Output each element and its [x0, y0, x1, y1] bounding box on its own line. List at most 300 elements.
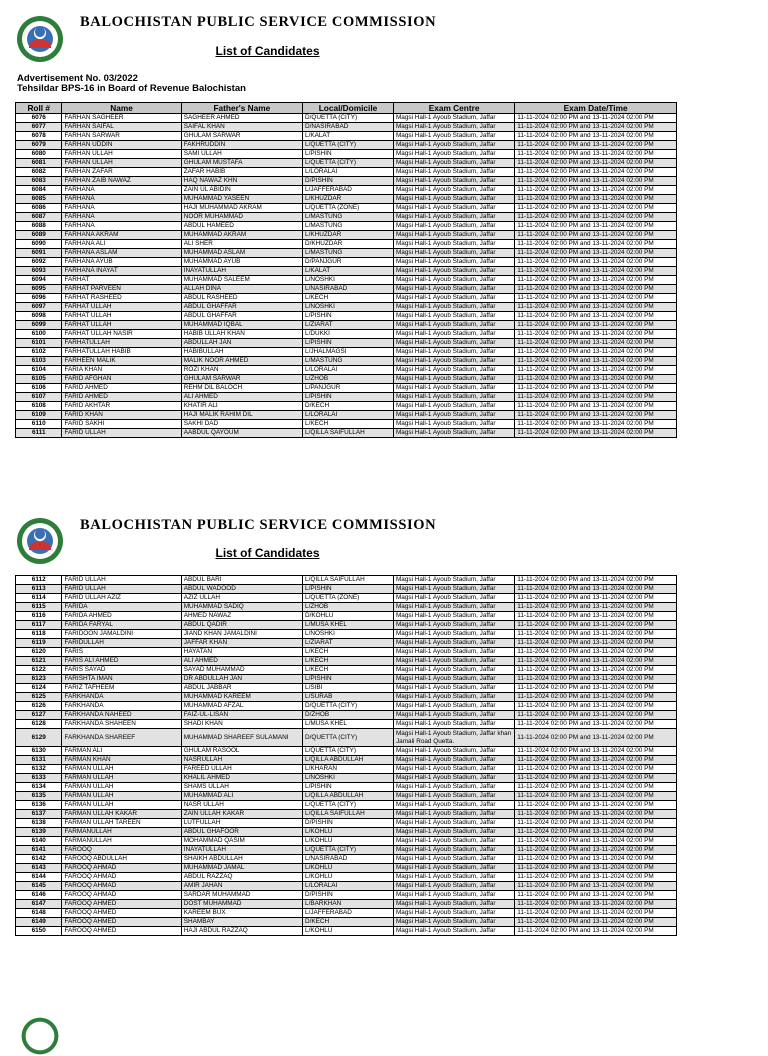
exam-datetime-cell: 11-11-2024 02:00 PM and 13-11-2024 02:00 PM — [515, 630, 677, 639]
father-name-cell: AMIR JAHAN — [181, 882, 302, 891]
exam-datetime-cell: 11-11-2024 02:00 PM and 13-11-2024 02:00 PM — [515, 837, 677, 846]
name-cell: FARHANA — [62, 222, 181, 231]
father-name-cell: ALI AHMED — [181, 657, 302, 666]
domicile-cell: L/QUETTA (CITY) — [303, 801, 394, 810]
roll-cell: 6088 — [16, 222, 62, 231]
table-row — [16, 339, 677, 348]
father-name-cell: KHALIL AHMED — [181, 774, 302, 783]
exam-datetime-cell: 11-11-2024 02:00 PM and 13-11-2024 02:00 PM — [515, 321, 677, 330]
table-row — [16, 882, 677, 891]
exam-centre-cell: Magsi Hall-1 Ayoub Stadium, Jaffar — [393, 693, 514, 702]
roll-cell: 6097 — [16, 303, 62, 312]
name-cell: FARIS SAYAD — [62, 666, 181, 675]
father-name-cell: GHULAM SARWAR — [181, 375, 302, 384]
exam-datetime-cell: 11-11-2024 02:00 PM and 13-11-2024 02:00 PM — [515, 810, 677, 819]
roll-cell: 6111 — [16, 429, 62, 438]
domicile-cell: L/QUETTA (CITY) — [303, 747, 394, 756]
exam-datetime-cell: 11-11-2024 02:00 PM and 13-11-2024 02:00 PM — [515, 765, 677, 774]
table-row — [16, 648, 677, 657]
table-body-1 — [16, 114, 677, 438]
name-cell: FARHAT ULLAH — [62, 321, 181, 330]
name-cell: FARHAT ULLAH — [62, 312, 181, 321]
name-cell: FARHAT PARVEEN — [62, 285, 181, 294]
name-cell: FARMAN ULLAH TAREEN — [62, 819, 181, 828]
table-row — [16, 765, 677, 774]
father-name-cell: MOHAMMAD QASIM — [181, 837, 302, 846]
domicile-cell: L/KOHLU — [303, 828, 394, 837]
exam-centre-cell: Magsi Hall-1 Ayoub Stadium, Jaffar — [393, 900, 514, 909]
table-row — [16, 666, 677, 675]
name-cell: FARID AKHTAR — [62, 402, 181, 411]
roll-cell: 6081 — [16, 159, 62, 168]
roll-cell: 6121 — [16, 657, 62, 666]
exam-datetime-cell: 11-11-2024 02:00 PM and 13-11-2024 02:00 PM — [515, 366, 677, 375]
table-row — [16, 231, 677, 240]
name-cell: FARHANA — [62, 213, 181, 222]
exam-datetime-cell: 11-11-2024 02:00 PM and 13-11-2024 02:00 PM — [515, 828, 677, 837]
father-name-cell: MUHAMMAD AKRAM — [181, 231, 302, 240]
name-cell: FARMAN ULLAH — [62, 774, 181, 783]
roll-cell: 6087 — [16, 213, 62, 222]
name-cell: FARHANA AKRAM — [62, 231, 181, 240]
roll-cell: 6110 — [16, 420, 62, 429]
table-row — [16, 693, 677, 702]
father-name-cell: AABDUL QAYOUM — [181, 429, 302, 438]
exam-centre-cell: Magsi Hall-1 Ayoub Stadium, Jaffar — [393, 927, 514, 936]
table-row — [16, 330, 677, 339]
roll-cell: 6112 — [16, 576, 62, 585]
exam-centre-cell: Magsi Hall-1 Ayoub Stadium, Jaffar — [393, 747, 514, 756]
father-name-cell: GHULAM MUSTAFA — [181, 159, 302, 168]
exam-centre-cell: Magsi Hall-1 Ayoub Stadium, Jaffar — [393, 231, 514, 240]
table-row — [16, 429, 677, 438]
table-row — [16, 918, 677, 927]
roll-cell: 6108 — [16, 402, 62, 411]
table-row — [16, 204, 677, 213]
roll-cell: 6079 — [16, 141, 62, 150]
father-name-cell: SARDAR MUHAMMAD — [181, 891, 302, 900]
domicile-cell: L/JHALMAGSI — [303, 348, 394, 357]
domicile-cell: D/QUETTA (CITY) — [303, 114, 394, 123]
exam-centre-cell: Magsi Hall-1 Ayoub Stadium, Jaffar — [393, 159, 514, 168]
domicile-cell: L/KHARAN — [303, 765, 394, 774]
table-row — [16, 132, 677, 141]
exam-datetime-cell: 11-11-2024 02:00 PM and 13-11-2024 02:00 PM — [515, 339, 677, 348]
name-cell: FARISHTA IMAN — [62, 675, 181, 684]
table-row — [16, 222, 677, 231]
exam-datetime-cell: 11-11-2024 02:00 PM and 13-11-2024 02:00 PM — [515, 393, 677, 402]
exam-datetime-cell: 11-11-2024 02:00 PM and 13-11-2024 02:00 PM — [515, 330, 677, 339]
table-row — [16, 348, 677, 357]
father-name-cell: NOOR MUHAMMAD — [181, 213, 302, 222]
exam-datetime-cell: 11-11-2024 02:00 PM and 13-11-2024 02:00 PM — [515, 585, 677, 594]
exam-centre-cell: Magsi Hall-1 Ayoub Stadium, Jaffar — [393, 810, 514, 819]
table-row — [16, 384, 677, 393]
exam-centre-cell: Magsi Hall-1 Ayoub Stadium, Jaffar — [393, 141, 514, 150]
domicile-cell: D/PANJGUR — [303, 258, 394, 267]
exam-datetime-cell: 11-11-2024 02:00 PM and 13-11-2024 02:00 PM — [515, 294, 677, 303]
name-cell: FARIS — [62, 648, 181, 657]
roll-cell: 6077 — [16, 123, 62, 132]
exam-centre-cell: Magsi Hall-1 Ayoub Stadium, Jaffar — [393, 657, 514, 666]
name-cell: FARHATULLAH HABIB — [62, 348, 181, 357]
roll-cell: 6100 — [16, 330, 62, 339]
table-row — [16, 402, 677, 411]
father-name-cell: GHULAM SARWAR — [181, 132, 302, 141]
exam-datetime-cell: 11-11-2024 02:00 PM and 13-11-2024 02:00 PM — [515, 846, 677, 855]
father-name-cell: HABIBULLAH — [181, 348, 302, 357]
father-name-cell: KHATIR ALI — [181, 402, 302, 411]
exam-centre-cell: Magsi Hall-1 Ayoub Stadium, Jaffar — [393, 339, 514, 348]
domicile-cell: L/LORALAI — [303, 366, 394, 375]
name-cell: FARMAN ALI — [62, 747, 181, 756]
name-cell: FAROOQ AHMED — [62, 909, 181, 918]
exam-datetime-cell: 11-11-2024 02:00 PM and 13-11-2024 02:00 PM — [515, 675, 677, 684]
header-name: Name — [62, 103, 181, 114]
table-row — [16, 141, 677, 150]
father-name-cell: MUHAMMAD JAMAL — [181, 864, 302, 873]
roll-cell: 6102 — [16, 348, 62, 357]
organization-title: BALOCHISTAN PUBLIC SERVICE COMMISSION — [80, 517, 437, 533]
exam-centre-cell: Magsi Hall-1 Ayoub Stadium, Jaffar — [393, 639, 514, 648]
exam-centre-cell: Magsi Hall-1 Ayoub Stadium, Jaffar — [393, 720, 514, 729]
name-cell: FARKHANDA SHAREEF — [62, 729, 181, 747]
roll-cell: 6132 — [16, 765, 62, 774]
father-name-cell: INAYATULLAH — [181, 267, 302, 276]
domicile-cell: L/PISHIN — [303, 585, 394, 594]
name-cell: FARMANULLAH — [62, 837, 181, 846]
exam-centre-cell: Magsi Hall-1 Ayoub Stadium, Jaffar — [393, 765, 514, 774]
exam-centre-cell: Magsi Hall-1 Ayoub Stadium, Jaffar — [393, 249, 514, 258]
bpsc-logo-icon — [20, 1016, 60, 1056]
exam-centre-cell: Magsi Hall-1 Ayoub Stadium, Jaffar — [393, 330, 514, 339]
exam-datetime-cell: 11-11-2024 02:00 PM and 13-11-2024 02:00 PM — [515, 420, 677, 429]
domicile-cell: L/QUETTA (CITY) — [303, 141, 394, 150]
exam-centre-cell: Magsi Hall-1 Ayoub Stadium, Jaffar — [393, 846, 514, 855]
father-name-cell: SAGHEER AHMED — [181, 114, 302, 123]
roll-cell: 6143 — [16, 864, 62, 873]
table-row — [16, 603, 677, 612]
roll-cell: 6085 — [16, 195, 62, 204]
name-cell: FARHANA — [62, 195, 181, 204]
name-cell: FARHEEN MALIK — [62, 357, 181, 366]
exam-datetime-cell: 11-11-2024 02:00 PM and 13-11-2024 02:00 PM — [515, 159, 677, 168]
domicile-cell: L/KOHLU — [303, 873, 394, 882]
domicile-cell: L/KOHLU — [303, 927, 394, 936]
name-cell: FARID ULLAH — [62, 585, 181, 594]
table-row — [16, 711, 677, 720]
father-name-cell: ABDUL BARI — [181, 576, 302, 585]
name-cell: FAROOQ — [62, 846, 181, 855]
name-cell: FARMAN KHAN — [62, 756, 181, 765]
domicile-cell: L/NASIRABAD — [303, 855, 394, 864]
domicile-cell: L/LORALAI — [303, 411, 394, 420]
exam-datetime-cell: 11-11-2024 02:00 PM and 13-11-2024 02:00 PM — [515, 621, 677, 630]
roll-cell: 6078 — [16, 132, 62, 141]
exam-centre-cell: Magsi Hall-1 Ayoub Stadium, Jaffar — [393, 267, 514, 276]
name-cell: FARIDOON JAMALDINI — [62, 630, 181, 639]
name-cell: FARHAT — [62, 276, 181, 285]
domicile-cell: L/LORALAI — [303, 882, 394, 891]
domicile-cell: L/QUETTA (ZONE) — [303, 204, 394, 213]
father-name-cell: ALI SHER — [181, 240, 302, 249]
table-row — [16, 927, 677, 936]
roll-cell: 6099 — [16, 321, 62, 330]
father-name-cell: NASR ULLAH — [181, 801, 302, 810]
name-cell: FARIA KHAN — [62, 366, 181, 375]
name-cell: FARHAN UDDIN — [62, 141, 181, 150]
exam-datetime-cell: 11-11-2024 02:00 PM and 13-11-2024 02:00 PM — [515, 303, 677, 312]
roll-cell: 6142 — [16, 855, 62, 864]
father-name-cell: HAQ NAWAZ KHN — [181, 177, 302, 186]
list-title: List of Candidates — [215, 546, 320, 560]
exam-centre-cell: Magsi Hall-1 Ayoub Stadium, Jaffar — [393, 594, 514, 603]
exam-datetime-cell: 11-11-2024 02:00 PM and 13-11-2024 02:00 PM — [515, 639, 677, 648]
father-name-cell: ROZI KHAN — [181, 366, 302, 375]
domicile-cell: L/MASTUNG — [303, 222, 394, 231]
table-row — [16, 657, 677, 666]
table-row — [16, 792, 677, 801]
roll-cell: 6091 — [16, 249, 62, 258]
table-row — [16, 195, 677, 204]
domicile-cell: L/KOHLU — [303, 837, 394, 846]
table-row — [16, 249, 677, 258]
exam-datetime-cell: 11-11-2024 02:00 PM and 13-11-2024 02:00 PM — [515, 375, 677, 384]
exam-datetime-cell: 11-11-2024 02:00 PM and 13-11-2024 02:00 PM — [515, 729, 677, 747]
roll-cell: 6120 — [16, 648, 62, 657]
domicile-cell: L/QILLA ABDULLAH — [303, 756, 394, 765]
father-name-cell: JAFFAR KHAN — [181, 639, 302, 648]
name-cell: FARHAN SAGHEER — [62, 114, 181, 123]
roll-cell: 6101 — [16, 339, 62, 348]
domicile-cell: L/QILLA SAIFULLAH — [303, 576, 394, 585]
domicile-cell: D/KHUZDAR — [303, 240, 394, 249]
exam-centre-cell: Magsi Hall-1 Ayoub Stadium, Jaffar — [393, 213, 514, 222]
father-name-cell: SHADI KHAN — [181, 720, 302, 729]
name-cell: FARHANA — [62, 204, 181, 213]
father-name-cell: SAIFAL KHAN — [181, 123, 302, 132]
roll-cell: 6125 — [16, 693, 62, 702]
roll-cell: 6092 — [16, 258, 62, 267]
exam-datetime-cell: 11-11-2024 02:00 PM and 13-11-2024 02:00 PM — [515, 168, 677, 177]
roll-cell: 6141 — [16, 846, 62, 855]
exam-datetime-cell: 11-11-2024 02:00 PM and 13-11-2024 02:00 PM — [515, 186, 677, 195]
name-cell: FARIZ TAFHEEM — [62, 684, 181, 693]
father-name-cell: DR ABDULLAH JAN — [181, 675, 302, 684]
domicile-cell: L/NOSHKI — [303, 276, 394, 285]
roll-cell: 6082 — [16, 168, 62, 177]
roll-cell: 6123 — [16, 675, 62, 684]
roll-cell: 6090 — [16, 240, 62, 249]
table-row — [16, 720, 677, 729]
exam-datetime-cell: 11-11-2024 02:00 PM and 13-11-2024 02:00 PM — [515, 249, 677, 258]
exam-datetime-cell: 11-11-2024 02:00 PM and 13-11-2024 02:00 PM — [515, 594, 677, 603]
table-row — [16, 150, 677, 159]
table-row — [16, 303, 677, 312]
exam-centre-cell: Magsi Hall-1 Ayoub Stadium, Jaffar — [393, 177, 514, 186]
roll-cell: 6106 — [16, 384, 62, 393]
domicile-cell: L/PISHIN — [303, 339, 394, 348]
exam-centre-cell: Magsi Hall-1 Ayoub Stadium, Jaffar — [393, 429, 514, 438]
father-name-cell: DOST MUHAMMAD — [181, 900, 302, 909]
father-name-cell: MUHAMMAD SALEEM — [181, 276, 302, 285]
exam-centre-cell: Magsi Hall-1 Ayoub Stadium, Jaffar — [393, 666, 514, 675]
domicile-cell: L/JAFFERABAD — [303, 909, 394, 918]
exam-datetime-cell: 11-11-2024 02:00 PM and 13-11-2024 02:00 PM — [515, 402, 677, 411]
name-cell: FARHAT RASHEED — [62, 294, 181, 303]
father-name-cell: MUHAMMAD ALI — [181, 792, 302, 801]
domicile-cell: L/QUETTA (ZONE) — [303, 594, 394, 603]
father-name-cell: REHM DIL BALOCH — [181, 384, 302, 393]
name-cell: FARMAN ULLAH — [62, 783, 181, 792]
father-name-cell: FAKHRUDDIN — [181, 141, 302, 150]
father-name-cell: ABDUL JABBAR — [181, 684, 302, 693]
exam-datetime-cell: 11-11-2024 02:00 PM and 13-11-2024 02:00 PM — [515, 891, 677, 900]
father-name-cell: HAJI ABDUL RAZZAQ — [181, 927, 302, 936]
table-row — [16, 810, 677, 819]
name-cell: FARID ULLAH — [62, 576, 181, 585]
domicile-cell: D/ZHOB — [303, 711, 394, 720]
domicile-cell: L/ZIARAT — [303, 321, 394, 330]
roll-cell: 6103 — [16, 357, 62, 366]
exam-centre-cell: Magsi Hall-1 Ayoub Stadium, Jaffar — [393, 222, 514, 231]
roll-cell: 6076 — [16, 114, 62, 123]
roll-cell: 6127 — [16, 711, 62, 720]
name-cell: FARID ULLAH — [62, 429, 181, 438]
roll-cell: 6138 — [16, 819, 62, 828]
name-cell: FARID SAKHI — [62, 420, 181, 429]
father-name-cell: MUHAMMAD SHAREEF SULAMANI — [181, 729, 302, 747]
exam-datetime-cell: 11-11-2024 02:00 PM and 13-11-2024 02:00 PM — [515, 792, 677, 801]
domicile-cell: D/KECH — [303, 402, 394, 411]
exam-centre-cell: Magsi Hall-1 Ayoub Stadium, Jaffar — [393, 348, 514, 357]
roll-cell: 6149 — [16, 918, 62, 927]
exam-datetime-cell: 11-11-2024 02:00 PM and 13-11-2024 02:00 PM — [515, 267, 677, 276]
domicile-cell: L/NASIRABAD — [303, 285, 394, 294]
domicile-cell: L/MASTUNG — [303, 213, 394, 222]
table-row — [16, 375, 677, 384]
exam-datetime-cell: 11-11-2024 02:00 PM and 13-11-2024 02:00 PM — [515, 900, 677, 909]
exam-datetime-cell: 11-11-2024 02:00 PM and 13-11-2024 02:00 PM — [515, 276, 677, 285]
exam-centre-cell: Magsi Hall-1 Ayoub Stadium, Jaffar — [393, 195, 514, 204]
domicile-cell: L/QUETTA (CITY) — [303, 159, 394, 168]
exam-centre-cell: Magsi Hall-1 Ayoub Stadium, Jaffar — [393, 294, 514, 303]
name-cell: FARMAN ULLAH KAKAR — [62, 810, 181, 819]
exam-centre-cell: Magsi Hall-1 Ayoub Stadium, Jaffar — [393, 393, 514, 402]
domicile-cell: D/NASIRABAD — [303, 123, 394, 132]
roll-cell: 6128 — [16, 720, 62, 729]
exam-datetime-cell: 11-11-2024 02:00 PM and 13-11-2024 02:00 PM — [515, 747, 677, 756]
exam-centre-cell: Magsi Hall-1 Ayoub Stadium, Jaffar — [393, 702, 514, 711]
exam-centre-cell: Magsi Hall-1 Ayoub Stadium, Jaffar — [393, 384, 514, 393]
exam-centre-cell: Magsi Hall-1 Ayoub Stadium, Jaffar — [393, 801, 514, 810]
roll-cell: 6117 — [16, 621, 62, 630]
name-cell: FARID AHMED — [62, 393, 181, 402]
roll-cell: 6140 — [16, 837, 62, 846]
exam-datetime-cell: 11-11-2024 02:00 PM and 13-11-2024 02:00 PM — [515, 801, 677, 810]
father-name-cell: HAYATAN — [181, 648, 302, 657]
name-cell: FAROOQ AHMAD — [62, 873, 181, 882]
roll-cell: 6135 — [16, 792, 62, 801]
organization-title: BALOCHISTAN PUBLIC SERVICE COMMISSION — [80, 14, 437, 30]
roll-cell: 6109 — [16, 411, 62, 420]
father-name-cell: ABDUL RAZZAQ — [181, 873, 302, 882]
roll-cell: 6098 — [16, 312, 62, 321]
exam-datetime-cell: 11-11-2024 02:00 PM and 13-11-2024 02:00 PM — [515, 213, 677, 222]
table-row — [16, 630, 677, 639]
father-name-cell: ABDUL GHAFFAR — [181, 312, 302, 321]
table-row — [16, 186, 677, 195]
roll-cell: 6146 — [16, 891, 62, 900]
name-cell: FARHATULLAH — [62, 339, 181, 348]
roll-cell: 6150 — [16, 927, 62, 936]
exam-datetime-cell: 11-11-2024 02:00 PM and 13-11-2024 02:00 PM — [515, 357, 677, 366]
table-row — [16, 819, 677, 828]
exam-datetime-cell: 11-11-2024 02:00 PM and 13-11-2024 02:00 PM — [515, 429, 677, 438]
header-roll: Roll # — [16, 103, 62, 114]
father-name-cell: MUHAMMAD IQBAL — [181, 321, 302, 330]
exam-centre-cell: Magsi Hall-1 Ayoub Stadium, Jaffar — [393, 114, 514, 123]
name-cell: FAROOQ AHMAD — [62, 891, 181, 900]
header-father: Father's Name — [181, 103, 302, 114]
domicile-cell: L/JAFFERABAD — [303, 186, 394, 195]
name-cell: FARHANA — [62, 186, 181, 195]
domicile-cell: L/QUETTA (CITY) — [303, 846, 394, 855]
roll-cell: 6107 — [16, 393, 62, 402]
father-name-cell: AHMED NAWAZ — [181, 612, 302, 621]
table-row — [16, 177, 677, 186]
domicile-cell: L/MASTUNG — [303, 357, 394, 366]
table-row — [16, 900, 677, 909]
roll-cell: 6084 — [16, 186, 62, 195]
domicile-cell: L/QILLA ABDULLAH — [303, 792, 394, 801]
exam-centre-cell: Magsi Hall-1 Ayoub Stadium, Jaffar — [393, 891, 514, 900]
father-name-cell: ABDUL QADIR — [181, 621, 302, 630]
father-name-cell: HABIB ULLAH KHAN — [181, 330, 302, 339]
table-row — [16, 891, 677, 900]
table-row — [16, 873, 677, 882]
domicile-cell: L/PISHIN — [303, 312, 394, 321]
name-cell: FARHAN ZAIB NAWAZ — [62, 177, 181, 186]
table-row — [16, 366, 677, 375]
exam-datetime-cell: 11-11-2024 02:00 PM and 13-11-2024 02:00 PM — [515, 123, 677, 132]
father-name-cell: SHAIKH ABDULLAH — [181, 855, 302, 864]
exam-centre-cell: Magsi Hall-1 Ayoub Stadium, Jaffar — [393, 285, 514, 294]
domicile-cell: L/KECH — [303, 294, 394, 303]
domicile-cell: L/PISHIN — [303, 150, 394, 159]
name-cell: FARHANA ALI — [62, 240, 181, 249]
roll-cell: 6104 — [16, 366, 62, 375]
exam-datetime-cell: 11-11-2024 02:00 PM and 13-11-2024 02:00 PM — [515, 873, 677, 882]
domicile-cell: L/KECH — [303, 420, 394, 429]
table-row — [16, 783, 677, 792]
exam-centre-cell: Magsi Hall-1 Ayoub Stadium, Jaffar — [393, 411, 514, 420]
roll-cell: 6086 — [16, 204, 62, 213]
roll-cell: 6105 — [16, 375, 62, 384]
list-title: List of Candidates — [215, 44, 320, 58]
domicile-cell: L/ZHOB — [303, 603, 394, 612]
exam-centre-cell: Magsi Hall-1 Ayoub Stadium, Jaffar — [393, 186, 514, 195]
father-name-cell: ABDUL HAMEED — [181, 222, 302, 231]
father-name-cell: KAREEM BUX — [181, 909, 302, 918]
father-name-cell: SHAMBAY — [181, 918, 302, 927]
exam-centre-cell: Magsi Hall-1 Ayoub Stadium, Jaffar — [393, 837, 514, 846]
table-row — [16, 159, 677, 168]
roll-cell: 6147 — [16, 900, 62, 909]
roll-cell: 6080 — [16, 150, 62, 159]
father-name-cell: LUTFULLAH — [181, 819, 302, 828]
name-cell: FARHAN SAIFAL — [62, 123, 181, 132]
